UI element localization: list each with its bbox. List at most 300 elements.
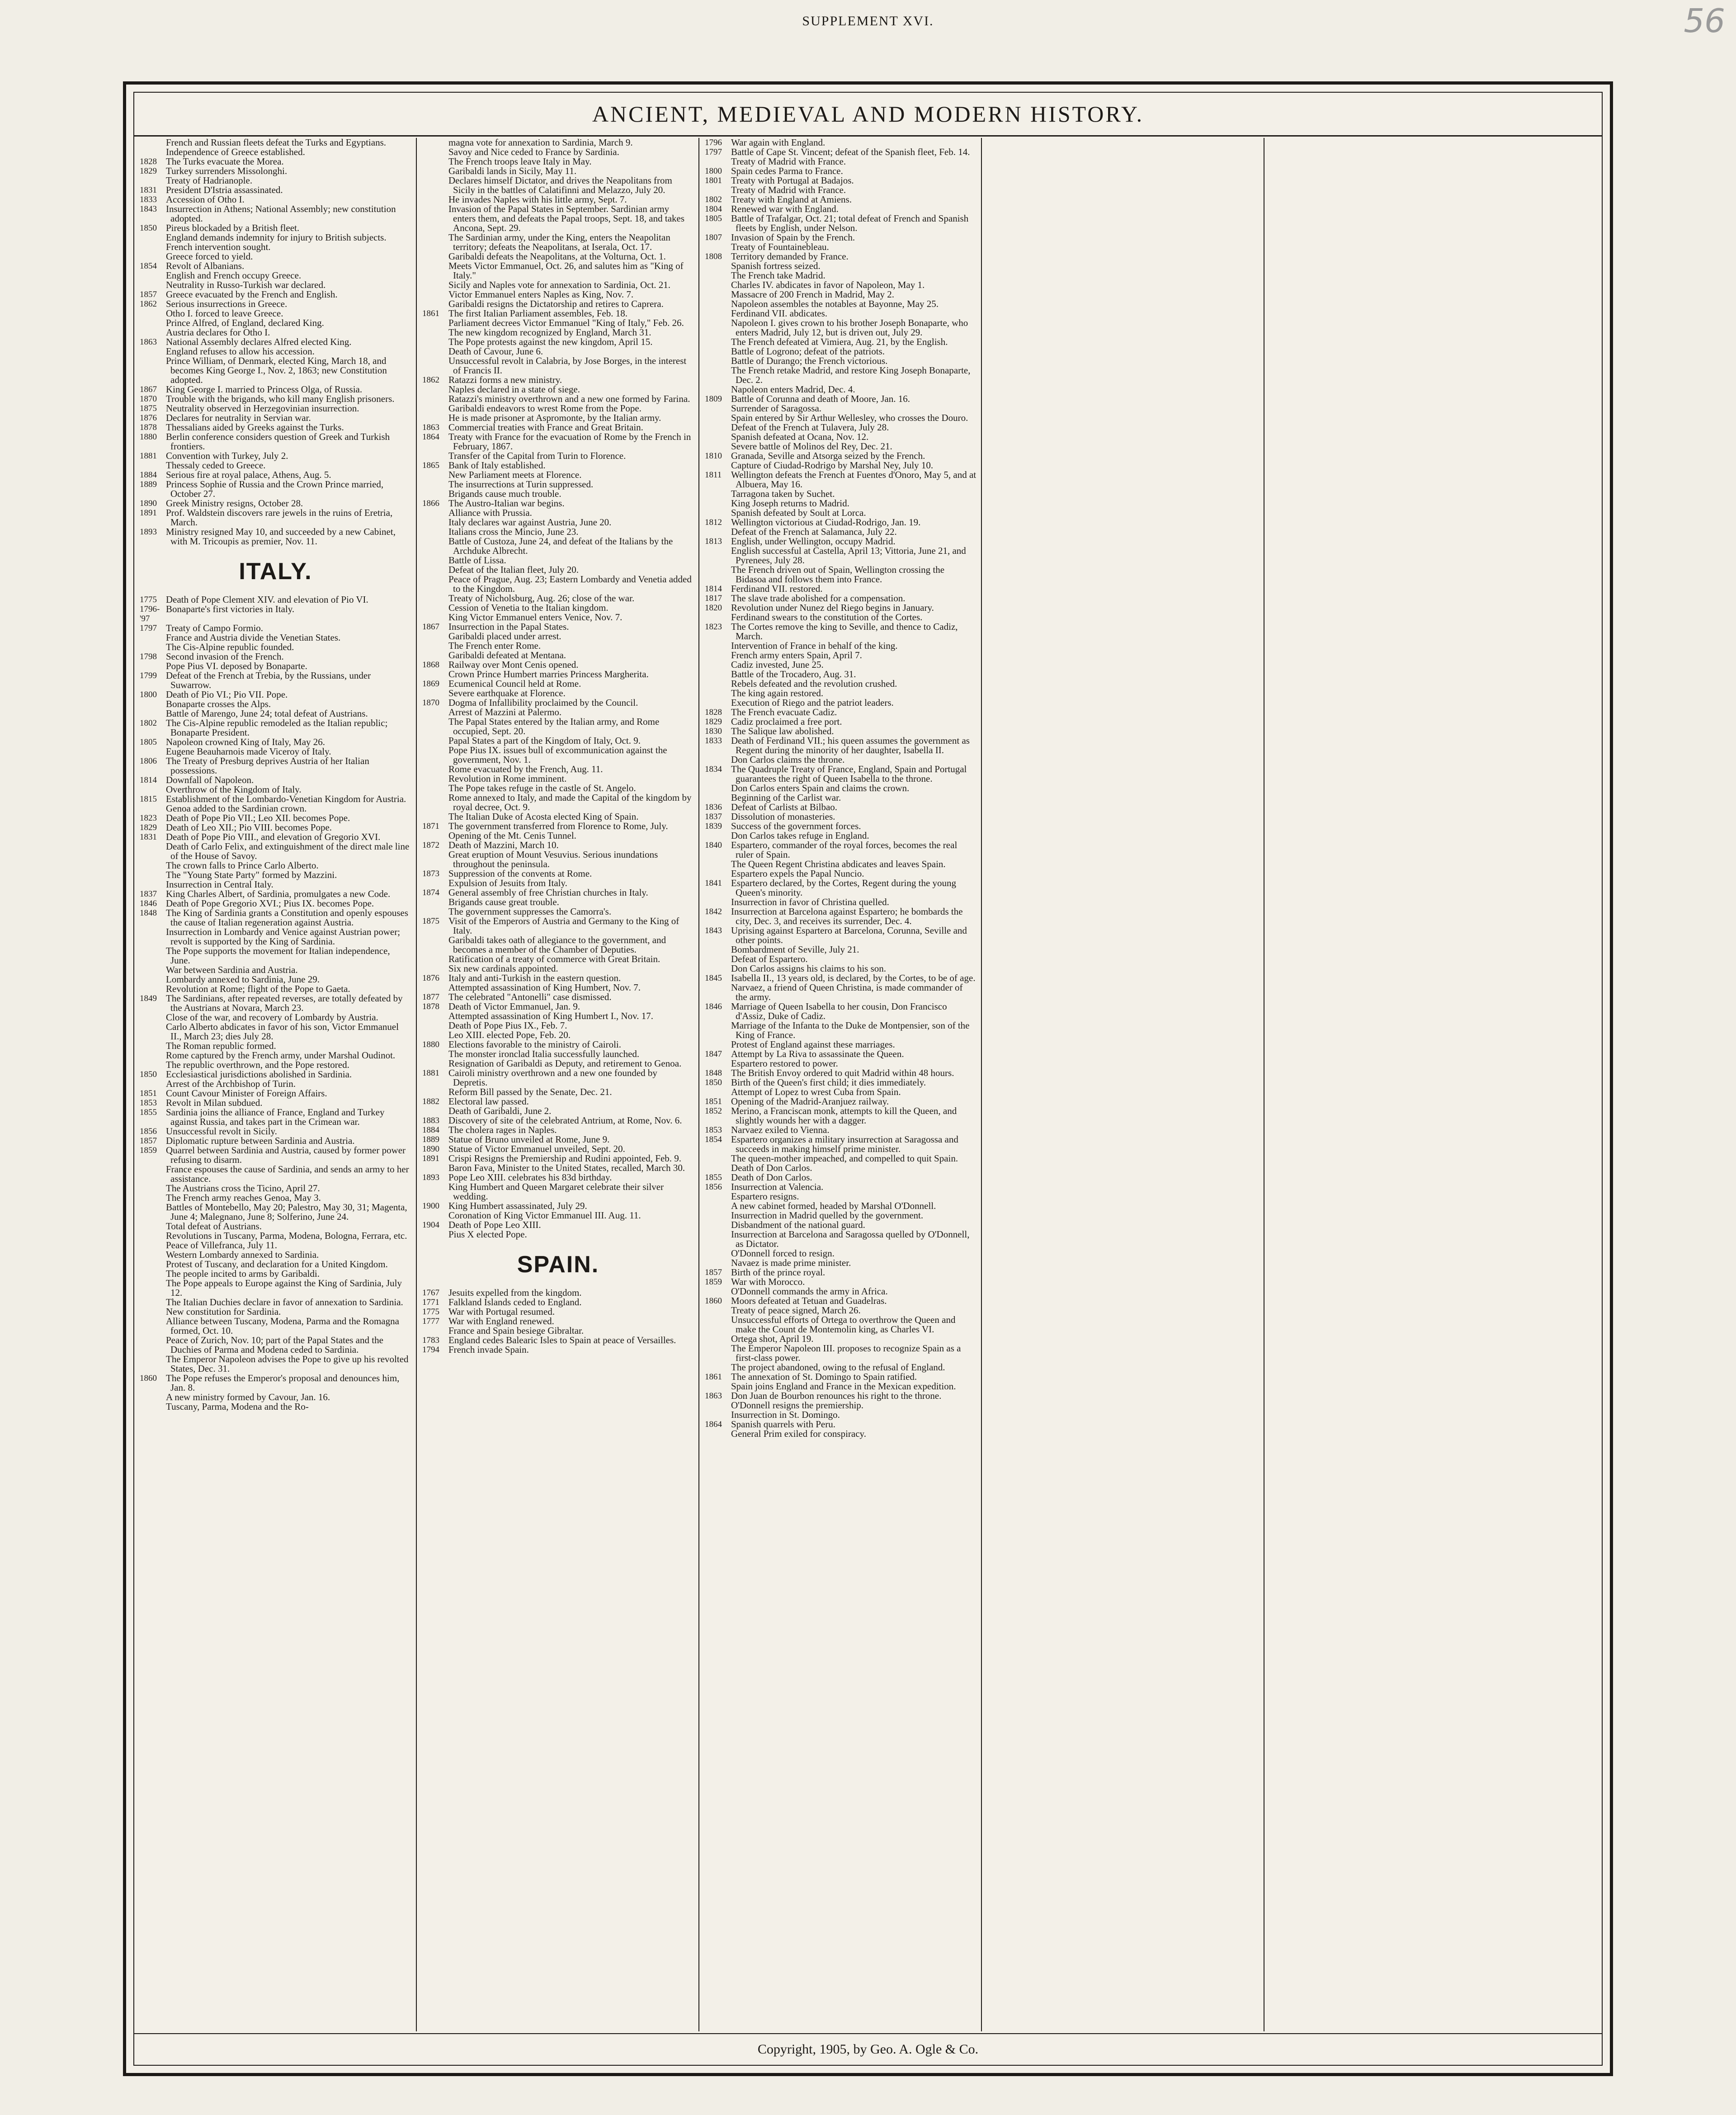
chronology-entry <box>705 461 976 470</box>
chronology-entry <box>140 347 411 356</box>
entry-text: Rebels defeated and the revolution crushed. <box>731 678 897 689</box>
entry-year: 1889 <box>140 480 157 489</box>
entry-year <box>140 1222 166 1231</box>
entry-text: The "Young State Party" formed by Mazzini. <box>166 869 337 880</box>
entry-text: Crown Prince Humbert marries Princess Margherita. <box>448 669 649 680</box>
chronology-entry <box>705 565 976 584</box>
entry-text: Battles of Montebello, May 20; Palestro, May 30, 31; Magenta, June 4; Malegnano, June 8; Solferino, June 24. <box>166 1202 407 1222</box>
entry-year: 1873 <box>422 869 439 878</box>
chronology-entry <box>422 375 694 385</box>
entry-year <box>422 1059 448 1068</box>
entry-year <box>422 812 448 821</box>
entry-year <box>422 1211 448 1220</box>
entry-year <box>422 261 448 280</box>
chronology-entry <box>140 1203 411 1222</box>
entry-text: Crispi Resigns the Premiership and Rudini appointed, Feb. 9. <box>448 1153 682 1164</box>
entry-year: 1839 <box>705 821 722 831</box>
entry-text: Espartero expels the Papal Nuncio. <box>731 868 864 879</box>
chronology-entry <box>705 1211 976 1220</box>
entry-year: 1831 <box>140 185 157 195</box>
chronology-entry <box>422 413 694 423</box>
entry-year: 1807 <box>705 233 722 242</box>
entry-text: Beginning of the Carlist war. <box>731 792 841 803</box>
entry-text: Garibaldi lands in Sicily, May 11. <box>448 165 577 176</box>
entry-year: 1855 <box>140 1108 157 1117</box>
chronology-entry <box>705 261 976 271</box>
chronology-entry <box>422 1049 694 1059</box>
entry-year <box>705 1059 731 1068</box>
entry-text: Death of Pope Pio VII.; Leo XII. becomes Pope. <box>166 812 350 823</box>
entry-year <box>140 1402 166 1412</box>
entry-text: King George I. married to Princess Olga, of Russia. <box>166 384 363 395</box>
entry-text: Treaty of Fountainebleau. <box>731 241 829 252</box>
chronology-entry <box>705 1220 976 1230</box>
chronology-entry <box>422 878 694 888</box>
chronology-entry <box>705 1372 976 1382</box>
entry-text: Pope Leo XIII. celebrates his 83d birthday. <box>448 1172 612 1183</box>
entry-year <box>705 831 731 840</box>
chronology-entry <box>140 138 411 147</box>
entry-year <box>422 708 448 717</box>
entry-text: Death of Carlo Felix, and extinguishment of the direct male line of the House of Savoy. <box>166 841 410 861</box>
chronology-entry <box>705 1277 976 1287</box>
entry-year: 1777 <box>422 1317 439 1326</box>
entry-text: Charles IV. abdicates in favor of Napoleon, May 1. <box>731 279 925 290</box>
chronology-entry <box>705 508 976 518</box>
entry-year <box>422 1230 448 1239</box>
chronology-entry <box>422 556 694 565</box>
entry-text: The Italian Duchies declare in favor of annexation to Sardinia. <box>166 1297 403 1308</box>
entry-year <box>140 1336 166 1355</box>
entry-text: Victor Emmanuel enters Naples as King, Nov. 7. <box>448 289 634 300</box>
chronology-entry <box>140 671 411 690</box>
entry-year <box>705 1429 731 1439</box>
entry-text: Italians cross the Mincio, June 23. <box>448 526 579 537</box>
entry-text: The French evacuate Cadiz. <box>731 707 837 718</box>
entry-year <box>705 964 731 973</box>
chronology-entry <box>705 1287 976 1296</box>
entry-text: Bonaparte's first victories in Italy. <box>166 604 295 614</box>
entry-text: War between Sardinia and Austria. <box>166 964 298 975</box>
entry-year <box>422 290 448 299</box>
entry-year: 1890 <box>140 499 157 508</box>
entry-year <box>705 660 731 670</box>
chronology-entry <box>140 1193 411 1203</box>
entry-year <box>705 1249 731 1258</box>
entry-year <box>705 366 731 385</box>
entry-text: Marriage of Queen Isabella to her cousin, Don Francisco d'Assiz, Duke of Cadiz. <box>731 1001 947 1021</box>
chronology-entry <box>705 299 976 309</box>
entry-text: President D'Istria assassinated. <box>166 184 283 195</box>
chronology-entry <box>140 1079 411 1089</box>
entry-text: Don Carlos assigns his claims to his son. <box>731 963 887 974</box>
chronology-entry <box>705 821 976 831</box>
entry-year: 1867 <box>422 622 439 632</box>
chronology-entry <box>140 166 411 176</box>
entry-text: Success of the government forces. <box>731 821 861 831</box>
chronology-entry <box>140 804 411 813</box>
entry-text: English successful at Castella, April 13; Vittoria, June 21, and Pyrenees, July 28. <box>731 545 966 566</box>
entry-text: The Pope refuses the Emperor's proposal and denounces him, Jan. 8. <box>166 1373 400 1393</box>
entry-year: 1833 <box>140 195 157 204</box>
entry-text: War with Morocco. <box>731 1276 805 1287</box>
entry-text: The new kingdom recognized by England, March 31. <box>448 327 651 338</box>
entry-year: 1815 <box>140 794 157 804</box>
entry-text: Attempted assassination of King Humbert I., Nov. 17. <box>448 1010 653 1021</box>
chronology-entry <box>140 1098 411 1108</box>
entry-text: Greece forced to yield. <box>166 251 253 262</box>
entry-year: 1833 <box>705 736 722 746</box>
entry-year: 1843 <box>705 926 722 935</box>
chronology-entry <box>705 1230 976 1249</box>
entry-text: Insurrection in Lombardy and Venice against Austrian power; revolt is supported by the King of Sardinia. <box>166 926 401 947</box>
entry-year <box>422 470 448 480</box>
entry-year <box>705 280 731 290</box>
entry-year <box>140 242 166 252</box>
chronology-entry <box>140 595 411 604</box>
entry-year <box>705 859 731 869</box>
chronology-entry <box>705 897 976 907</box>
entry-year <box>705 423 731 432</box>
chronology-entry <box>140 633 411 642</box>
entry-text: French and Russian fleets defeat the Turks and Egyptians. <box>166 138 386 148</box>
entry-year <box>140 356 166 385</box>
entry-year: 1850 <box>705 1078 722 1087</box>
entry-text: Opening of the Madrid-Aranjuez railway. <box>731 1096 889 1107</box>
entry-year <box>705 1315 731 1334</box>
chronology-entry <box>140 927 411 946</box>
chronology-entry <box>422 1144 694 1154</box>
entry-text: Serious insurrections in Greece. <box>166 298 288 309</box>
entry-year <box>705 242 731 252</box>
entry-year <box>140 1250 166 1260</box>
chronology-entry <box>140 451 411 461</box>
entry-year <box>140 1260 166 1269</box>
entry-year: 1890 <box>422 1144 439 1154</box>
entry-text: Baron Fava, Minister to the United States, recalled, March 30. <box>448 1162 685 1173</box>
entry-text: Visit of the Emperors of Austria and Germany to the King of Italy. <box>448 916 679 936</box>
chronology-entry <box>422 138 694 147</box>
entry-year: 1798 <box>140 652 157 661</box>
entry-text: Rome captured by the French army, under Marshal Oudinot. <box>166 1050 396 1061</box>
entry-text: New Parliament meets at Florence. <box>448 469 582 480</box>
entry-year <box>422 603 448 613</box>
entry-text: Electoral law passed. <box>448 1096 529 1107</box>
chronology-entry <box>422 299 694 309</box>
chronology-entry <box>705 907 976 926</box>
entry-text: Death of Pope Leo XIII. <box>448 1219 541 1230</box>
chronology-entry <box>140 794 411 804</box>
entry-text: Pius X elected Pope. <box>448 1229 527 1240</box>
entry-year: 1850 <box>140 223 157 233</box>
entry-year <box>422 508 448 518</box>
chronology-entry <box>422 518 694 527</box>
entry-text: Revolution in Rome imminent. <box>448 773 567 784</box>
chronology-entry <box>422 1154 694 1163</box>
entry-year <box>705 1201 731 1211</box>
entry-text: Granada, Seville and Atsorga seized by the French. <box>731 450 925 461</box>
chronology-column-4 <box>982 138 1264 2031</box>
entry-text: Serious fire at royal palace, Athens, Aug. 5. <box>166 469 331 480</box>
entry-year <box>422 204 448 233</box>
entry-text: Rome evacuated by the French, Aug. 11. <box>448 764 603 774</box>
chronology-entry <box>140 1279 411 1298</box>
entry-text: The Emperor Napoleon III. proposes to recognize Spain as a first-class power. <box>731 1343 961 1363</box>
chronology-entry <box>422 347 694 356</box>
entry-year <box>705 1363 731 1372</box>
chronology-entry <box>705 470 976 489</box>
entry-text: Meets Victor Emmanuel, Oct. 26, and salutes him as "King of Italy." <box>448 260 684 281</box>
entry-text: Dissolution of monasteries. <box>731 811 835 822</box>
entry-year: 1862 <box>140 299 157 309</box>
entry-text: Wellington defeats the French at Fuentes d'Onoro, May 5, and at Albuera, May 16. <box>731 469 976 490</box>
entry-text: The Quadruple Treaty of France, England, Spain and Portugal guarantees the right of Queen Isabella to the throne. <box>731 764 967 784</box>
entry-year <box>422 413 448 423</box>
entry-text: The monster ironclad Italia successfully launched. <box>448 1048 640 1059</box>
entry-text: France espouses the cause of Sardinia, and sends an army to her assistance. <box>166 1164 409 1184</box>
entry-text: Death of Cavour, June 6. <box>448 346 543 357</box>
chronology-entry <box>422 565 694 575</box>
entry-text: Death of Leo XII.; Pio VIII. becomes Pope. <box>166 822 332 833</box>
chronology-entry <box>422 641 694 651</box>
entry-text: Falkland Islands ceded to England. <box>448 1297 582 1308</box>
entry-year <box>422 337 448 347</box>
entry-text: Napoleon I. gives crown to his brother Joseph Bonaparte, who enters Madrid, July 12, but is driven out, July 29. <box>731 317 968 338</box>
chronology-entry <box>705 717 976 727</box>
chronology-entry <box>140 1041 411 1051</box>
entry-text: General assembly of free Christian churches in Italy. <box>448 887 648 898</box>
entry-text: The Salique law abolished. <box>731 726 834 736</box>
chronology-entry <box>422 992 694 1002</box>
entry-text: Declares for neutrality in Servian war. <box>166 412 311 423</box>
entry-text: Sicily and Naples vote for annexation to Sardinia, Oct. 21. <box>448 279 671 290</box>
entry-year <box>140 661 166 671</box>
chronology-entry <box>705 1334 976 1344</box>
entry-text: Western Lombardy annexed to Sardinia. <box>166 1249 319 1260</box>
entry-text: Italy and anti-Turkish in the eastern question. <box>448 973 621 983</box>
entry-text: King Charles Albert, of Sardinia, promulgates a new Code. <box>166 888 391 899</box>
chronology-entry <box>705 204 976 214</box>
entry-year: 1829 <box>705 717 722 727</box>
page-frame-inner <box>133 92 1603 2066</box>
entry-text: The cholera rages in Naples. <box>448 1124 557 1135</box>
entry-year <box>422 954 448 964</box>
entry-year <box>422 897 448 907</box>
entry-text: Renewed war with England. <box>731 203 839 214</box>
chronology-entry <box>422 1220 694 1230</box>
chronology-entry <box>705 1306 976 1315</box>
entry-year <box>705 1211 731 1220</box>
entry-text: Espartero restored to power. <box>731 1058 838 1069</box>
entry-year <box>705 356 731 366</box>
pencil-page-number: 56 <box>1684 2 1725 40</box>
chronology-entry <box>140 233 411 242</box>
entry-text: Coronation of King Victor Emmanuel III. Aug. 11. <box>448 1210 641 1221</box>
entry-text: Alliance with Prussia. <box>448 507 532 518</box>
entry-text: The Cis-Alpine republic founded. <box>166 642 294 652</box>
entry-text: The Austrians cross the Ticino, April 27. <box>166 1183 320 1194</box>
entry-text: The Pope takes refuge in the castle of St. Angelo. <box>448 783 636 793</box>
entry-text: Transfer of the Capital from Turin to Florence. <box>448 450 626 461</box>
entry-year: 1820 <box>705 603 722 613</box>
chronology-entry <box>422 1307 694 1317</box>
entry-text: Invasion of Spain by the French. <box>731 232 855 243</box>
entry-text: Unsuccessful revolt in Sicily. <box>166 1126 277 1137</box>
chronology-entry <box>422 1201 694 1211</box>
entry-text: Attempt of Lopez to wrest Cuba from Spain. <box>731 1086 901 1097</box>
entry-year: 1866 <box>422 499 439 508</box>
entry-year: 1830 <box>705 727 722 736</box>
chronology-entry <box>422 157 694 166</box>
entry-text: Death of Pio VI.; Pio VII. Pope. <box>166 689 288 700</box>
entry-text: National Assembly declares Alfred elected King. <box>166 336 352 347</box>
entry-year <box>140 861 166 870</box>
chronology-entry <box>140 965 411 975</box>
entry-year <box>422 717 448 736</box>
entry-text: The Cortes remove the king to Seville, and thence to Cadiz, March. <box>731 621 958 642</box>
entry-text: Insurrection in Madrid quelled by the government. <box>731 1210 924 1221</box>
chronology-entry <box>140 1089 411 1098</box>
entry-text: Death of Victor Emmanuel, Jan. 9. <box>448 1001 580 1012</box>
chronology-entry <box>422 394 694 404</box>
entry-year <box>140 1051 166 1060</box>
entry-text: Don Juan de Bourbon renounces his right to the throne. <box>731 1390 942 1401</box>
entry-text: The slave trade abolished for a compensation. <box>731 593 906 604</box>
chronology-entry <box>705 1078 976 1087</box>
chronology-entry <box>422 1173 694 1182</box>
chronology-entry <box>140 1336 411 1355</box>
entry-text: Overthrow of the Kingdom of Italy. <box>166 784 302 795</box>
chronology-entry <box>422 337 694 347</box>
entry-year: 1852 <box>705 1106 722 1116</box>
chronology-entry <box>140 718 411 737</box>
entry-text: Ratazzi forms a new ministry. <box>448 374 562 385</box>
entry-text: Berlin conference considers question of Greek and Turkish frontiers. <box>166 431 390 452</box>
entry-year: 1814 <box>705 584 722 594</box>
chronology-entry <box>705 755 976 765</box>
entry-text: Garibaldi resigns the Dictatorship and retires to Caprera. <box>448 298 664 309</box>
entry-year: 1775 <box>422 1307 439 1317</box>
chronology-column-1 <box>134 138 417 2031</box>
entry-text: Battle of Lissa. <box>448 555 506 566</box>
entry-year <box>705 1087 731 1097</box>
entry-year <box>140 975 166 984</box>
entry-text: Accession of Otho I. <box>166 194 245 205</box>
chronology-entry <box>705 356 976 366</box>
chronology-entry <box>705 1106 976 1125</box>
entry-year: 1853 <box>140 1098 157 1108</box>
chronology-entry <box>140 328 411 337</box>
entry-text: Treaty of Madrid with France. <box>731 156 846 167</box>
entry-year: 1893 <box>140 527 157 537</box>
entry-text: Prince William, of Denmark, elected King, March 18, and becomes King George I., Nov. 2, 1863; new Constitution adopted. <box>166 355 387 385</box>
chronology-entry <box>422 869 694 878</box>
entry-text: Battle of Durango; the French victorious. <box>731 355 888 366</box>
entry-text: Pope Pius IX. issues bull of excommunication against the government, Nov. 1. <box>448 745 667 765</box>
chronology-entry <box>705 252 976 261</box>
entry-year: 1809 <box>705 394 722 404</box>
entry-year <box>705 489 731 499</box>
chronology-entry <box>422 508 694 518</box>
entry-text: Moors defeated at Tetuan and Guadelras. <box>731 1295 887 1306</box>
supplement-label: SUPPLEMENT XVI. <box>802 14 934 28</box>
entry-year: 1859 <box>140 1146 157 1155</box>
entry-text: Birth of the prince royal. <box>731 1267 826 1278</box>
entry-year <box>422 489 448 499</box>
entry-year: 1829 <box>140 823 157 832</box>
entry-year <box>422 318 448 328</box>
entry-text: Unsuccessful revolt in Calabria, by Jose Borges, in the interest of Francis II. <box>448 355 687 376</box>
chronology-entry <box>705 954 976 964</box>
entry-year <box>422 565 448 575</box>
entry-text: Lombardy annexed to Sardinia, June 29. <box>166 974 320 985</box>
entry-text: Papal States a part of the Kingdom of Italy, Oct. 9. <box>448 735 641 746</box>
entry-text: Spanish quarrels with Peru. <box>731 1419 835 1430</box>
chronology-entry <box>140 813 411 823</box>
chronology-entry <box>422 1068 694 1087</box>
entry-year <box>422 451 448 461</box>
entry-year: 1845 <box>705 973 722 983</box>
entry-text: Narvaez exiled to Vienna. <box>731 1124 830 1135</box>
entry-year: 1884 <box>422 1125 439 1135</box>
chronology-entry <box>705 147 976 157</box>
chronology-entry <box>140 1051 411 1060</box>
entry-text: Battle of Logrono; defeat of the patriots. <box>731 346 885 357</box>
entry-year <box>422 252 448 261</box>
entry-text: The British Envoy ordered to quit Madrid within 48 hours. <box>731 1067 954 1078</box>
entry-text: Spain entered by Sir Arthur Wellesley, who crosses the Douro. <box>731 412 968 423</box>
entry-text: Garibaldi takes oath of allegiance to the government, and becomes a member of the Chamber of Deputies. <box>448 935 666 955</box>
entry-text: The French take Madrid. <box>731 270 826 281</box>
entry-year <box>422 1021 448 1030</box>
entry-text: Revolt of Albanians. <box>166 260 245 271</box>
entry-text: Napoleon enters Madrid, Dec. 4. <box>731 384 855 395</box>
entry-year <box>705 565 731 584</box>
entry-year <box>422 641 448 651</box>
entry-text: Defeat of Carlists at Bilbao. <box>731 802 838 812</box>
chronology-entry <box>705 347 976 356</box>
entry-year: 1856 <box>140 1127 157 1136</box>
entry-year <box>422 537 448 556</box>
chronology-entry <box>140 1260 411 1269</box>
chronology-entry <box>140 252 411 261</box>
chronology-entry <box>705 1135 976 1154</box>
entry-year: 1876 <box>140 413 157 423</box>
entry-year <box>422 1011 448 1021</box>
entry-year <box>140 147 166 157</box>
chronology-entry <box>705 318 976 337</box>
entry-text: Neutrality in Russo-Turkish war declared. <box>166 279 326 290</box>
chronology-entry <box>705 233 976 242</box>
chronology-entry <box>422 1135 694 1144</box>
chronology-entry <box>422 1317 694 1326</box>
entry-year <box>140 318 166 328</box>
entry-text: Insurrection in Central Italy. <box>166 879 274 890</box>
entry-text: The project abandoned, owing to the refusal of England. <box>731 1362 945 1373</box>
chronology-entry <box>422 432 694 451</box>
entry-text: Spain cedes Parma to France. <box>731 165 843 176</box>
entry-text: Reform Bill passed by the Senate, Dec. 21. <box>448 1086 612 1097</box>
chronology-entry <box>422 489 694 499</box>
section-heading: ITALY. <box>239 558 312 585</box>
chronology-entry <box>140 527 411 546</box>
entry-text: Thessaly ceded to Greece. <box>166 460 266 471</box>
entry-year <box>422 907 448 916</box>
entry-year <box>422 176 448 195</box>
entry-year: 1893 <box>422 1173 439 1182</box>
entry-year: 1881 <box>422 1068 439 1078</box>
entry-text: Napoleon assembles the notables at Bayonne, May 25. <box>731 298 939 309</box>
